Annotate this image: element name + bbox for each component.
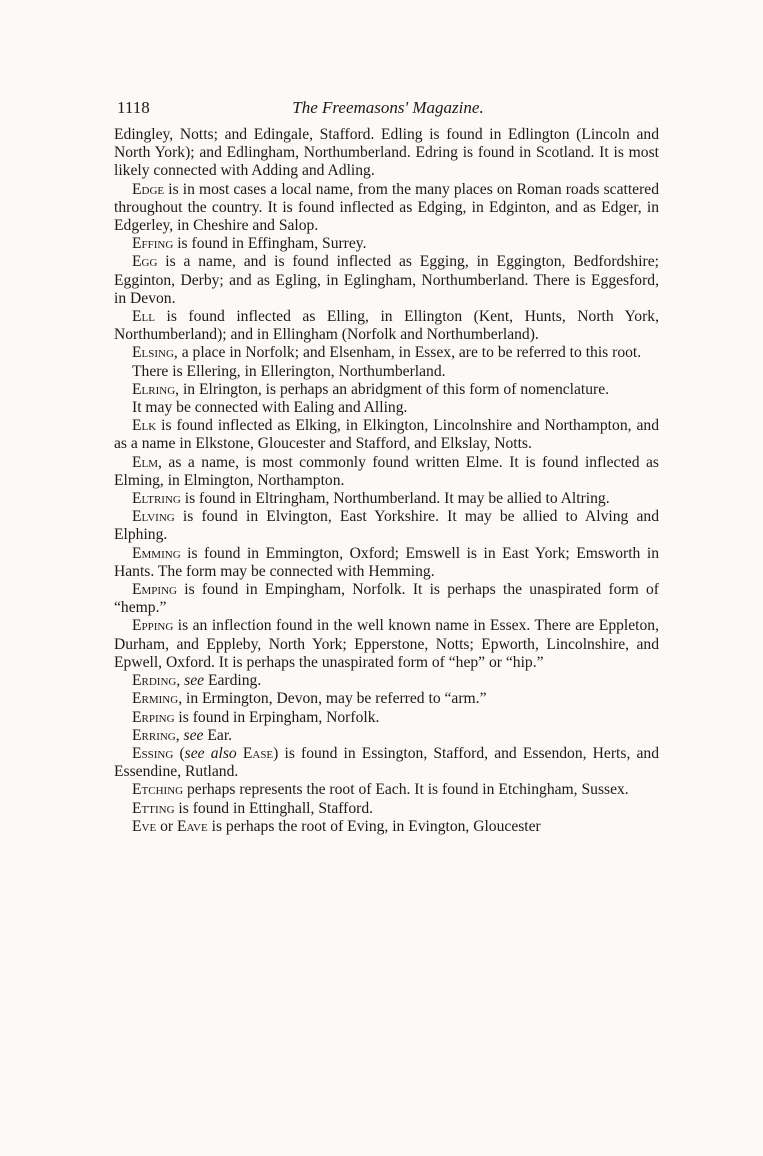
entry-head: Erding: [132, 672, 177, 690]
entry-head: Ell: [132, 308, 155, 326]
see-reference: see: [183, 726, 204, 744]
entry-head: Eve: [132, 817, 157, 835]
paragraph: Emming is found in Emmington, Oxford; Emswell is in East York; Emsworth in Hants. The form may be connected with Hemming.: [114, 544, 659, 580]
entry-head: Elring: [132, 380, 176, 398]
entry-head: Erring: [132, 726, 176, 744]
see-reference: see also: [184, 744, 237, 762]
paragraph: Egg is a name, and is found inflected as Egging, in Eggington, Bedfordshire; Egginton, Derby; and as Egling, in Eglingham, Northumberland. There is Eggesford, in Devon.: [114, 253, 659, 307]
entry-head: Erping: [132, 708, 175, 726]
paragraph: Elk is found inflected as Elking, in Elkington, Lincolnshire and Northampton, and as a name in Elkstone, Gloucester and Stafford, and Elkslay, Notts.: [114, 417, 659, 453]
paragraph: Eve or Eave is perhaps the root of Eving, in Evington, Gloucester: [132, 817, 541, 835]
page-header: [117, 98, 659, 124]
paragraph: Etching perhaps represents the root of Each. It is found in Etchingham, Sussex.: [132, 781, 629, 799]
entry-head: Erming: [132, 690, 179, 708]
paragraph: Effing is found in Effingham, Surrey.: [132, 235, 367, 253]
paragraph: Edge is in most cases a local name, from the many places on Roman roads scattered throughout the country. It is found inflected as Edging, in Edginton, and as Edger, in Edgerley, in Cheshire and Salop.: [114, 180, 659, 235]
paragraph: Elm, as a name, is most commonly found written Elme. It is found inflected as Elming, in Elmington, Northampton.: [114, 453, 659, 489]
paragraph: There is Ellering, in Ellerington, Northumberland.: [132, 362, 446, 380]
entry-head: Elm: [132, 453, 159, 471]
see-reference: see: [184, 672, 205, 690]
paragraph: Edingley, Notts; and Edingale, Stafford. Edling is found in Edlington (Lincoln and North York); and Edlingham, Northumberland. Edring is found in Scotland. It is most likely connected with Adding and Adling.: [114, 126, 659, 180]
paragraph: Elving is found in Elvington, East Yorkshire. It may be allied to Alving and Elphing.: [114, 508, 659, 544]
paragraph: Essing (see also Ease) is found in Essington, Stafford, and Essendon, Herts, and Essendine, Rutland.: [114, 744, 659, 781]
entry-head: Essing: [132, 744, 174, 762]
paragraph: Elring, in Elrington, is perhaps an abridgment of this form of nomenclature.: [132, 380, 610, 398]
paragraph: Elsing, a place in Norfolk; and Elsenham, in Essex, are to be referred to this root.: [132, 344, 642, 362]
paragraph: Erming, in Ermington, Devon, may be referred to “arm.”: [132, 690, 487, 708]
article-body: [114, 126, 659, 836]
paragraph: Erring, see Ear.: [132, 726, 233, 744]
entry-head: Elk: [132, 417, 157, 435]
entry-head: Emping: [132, 581, 177, 599]
cross-reference: Eave: [177, 817, 208, 835]
entry-head: Elving: [132, 508, 175, 526]
entry-head: Effing: [132, 235, 174, 253]
entry-head: Elsing: [132, 344, 174, 362]
entry-head: Egg: [132, 253, 158, 271]
paragraph: Ell is found inflected as Elling, in Ellington (Kent, Hunts, North York, Northumberland); and in Ellingham (Norfolk and Northumberland).: [114, 308, 659, 344]
entry-head: Epping: [132, 617, 174, 635]
entry-head: Etting: [132, 799, 175, 817]
page-number: 1118: [117, 98, 150, 117]
paragraph: Erping is found in Erpingham, Norfolk.: [132, 708, 380, 726]
entry-head: Emming: [132, 544, 181, 562]
paragraph: It may be connected with Ealing and Alling.: [132, 399, 408, 417]
paragraph: Emping is found in Empingham, Norfolk. It is perhaps the unaspirated form of “hemp.”: [114, 581, 659, 617]
paragraph: Eltring is found in Eltringham, Northumberland. It may be allied to Altring.: [132, 490, 610, 508]
entry-head: Edge: [132, 180, 165, 198]
entry-head: Etching: [132, 781, 184, 799]
cross-reference: Ease: [242, 744, 274, 762]
entry-head: Eltring: [132, 490, 181, 508]
paragraph: Epping is an inflection found in the well known name in Essex. There are Eppleton, Durham, and Eppleby, North York; Epperstone, Notts; Epworth, Lincolnshire, and Epwell, Oxford. It is perhaps the unaspirated form of “hep” or “hip.”: [114, 617, 659, 671]
paragraph: Etting is found in Ettinghall, Stafford.: [132, 799, 374, 817]
paragraph: Erding, see Earding.: [132, 672, 262, 690]
running-title: The Freemasons' Magazine.: [292, 98, 484, 117]
